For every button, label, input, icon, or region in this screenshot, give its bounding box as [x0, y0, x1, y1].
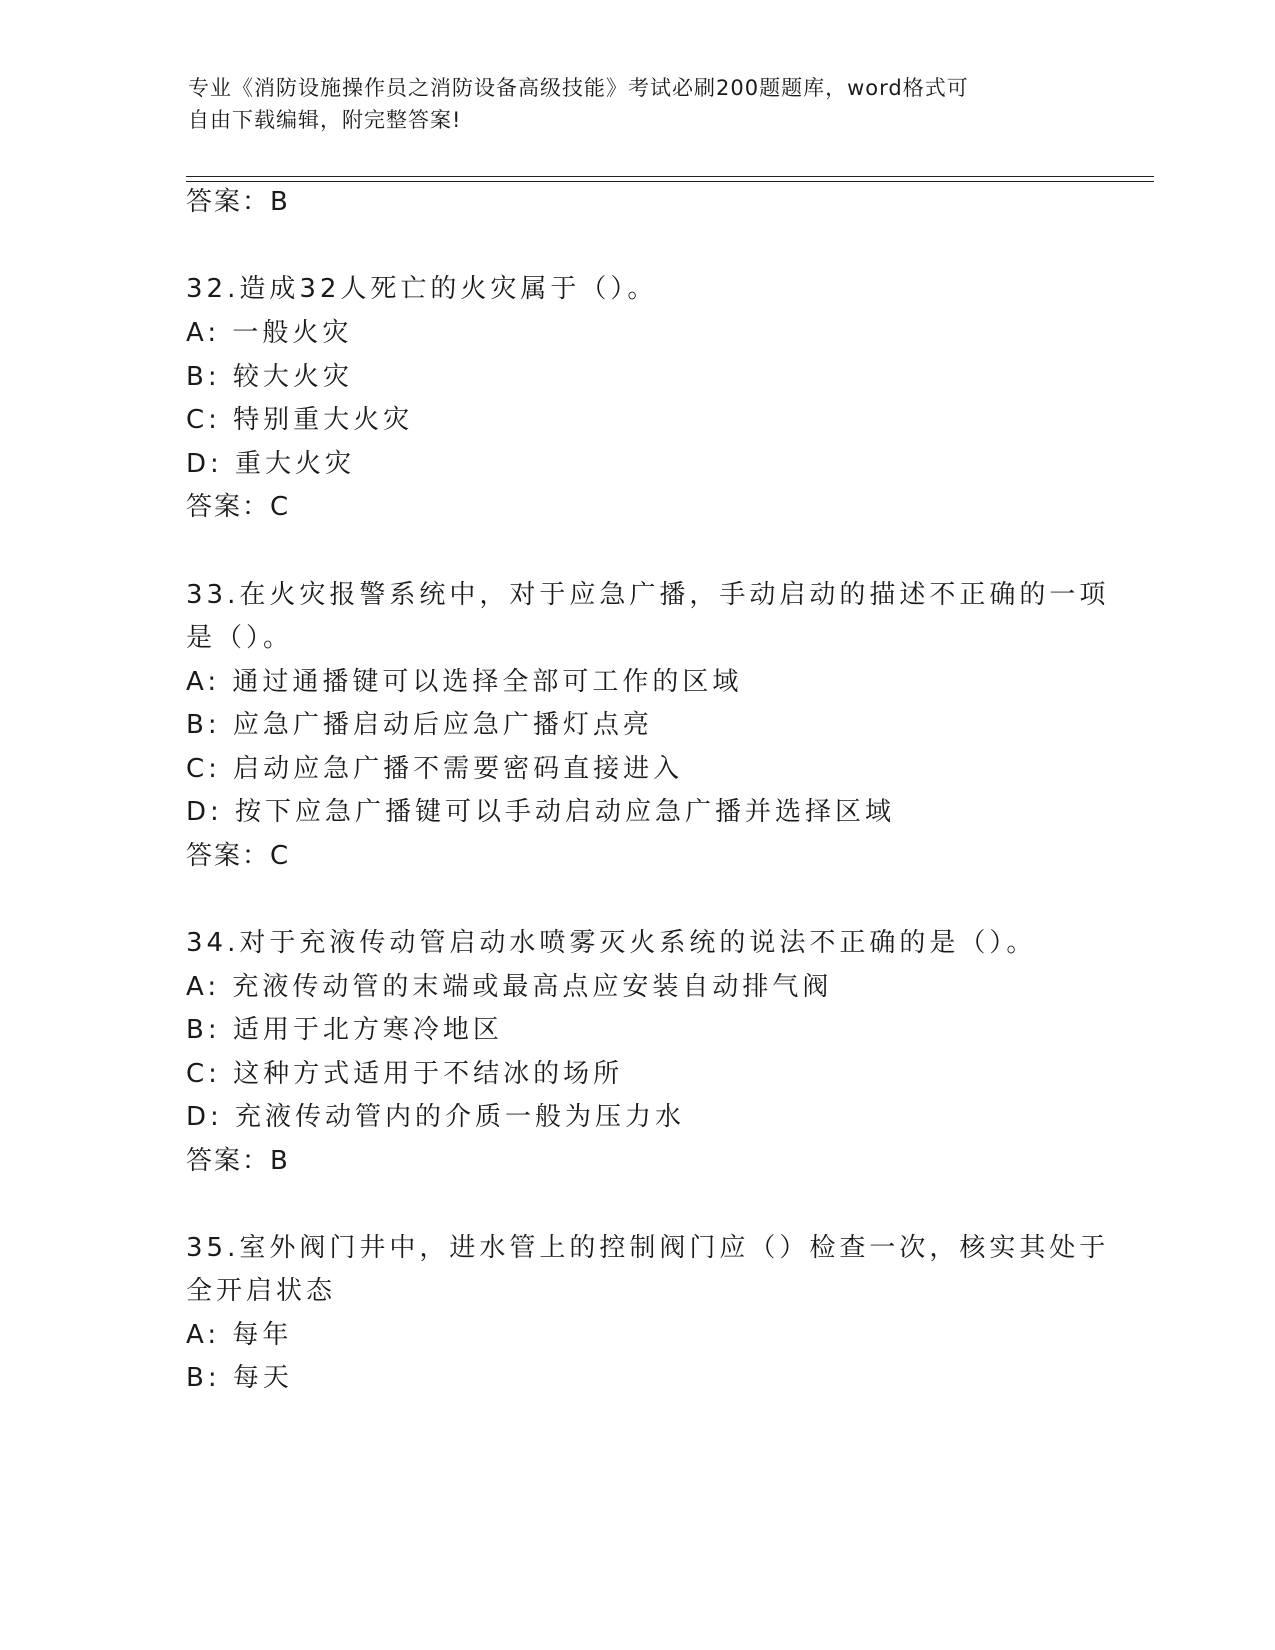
question-33-stem-line-1: 33.在火灾报警系统中，对于应急广播，手动启动的描述不正确的一项 [186, 580, 1110, 610]
question-32-option-a: A: 一般火灾 [186, 318, 353, 348]
question-35-stem-line-1: 35.室外阀门井中，进水管上的控制阀门应（）检查一次，核实其处于 [186, 1233, 1110, 1263]
header-divider-bottom [186, 181, 1154, 182]
answer-previous [186, 185, 288, 219]
question-34-option-c: C: 这种方式适用于不结冰的场所 [186, 1059, 624, 1089]
question-32-option-d: D: 重大火灾 [186, 449, 356, 479]
question-34-answer [186, 1144, 288, 1178]
header-line-2: 自由下载编辑，附完整答案! [188, 108, 462, 132]
header-line-1: 专业《消防设施操作员之消防设备高级技能》考试必刷200题题库，word格式可 [188, 76, 969, 100]
question-35-option-a: A: 每年 [186, 1320, 293, 1350]
question-35-stem-line-2: 全开启状态 [186, 1276, 337, 1306]
question-34-stem: 34.对于充液传动管启动水喷雾灭火系统的说法不正确的是（）。 [186, 928, 1037, 958]
answer-value: B [270, 187, 288, 217]
answer-label: 答案： [186, 841, 271, 871]
question-32-stem: 32.造成32人死亡的火灾属于（）。 [186, 274, 658, 304]
answer-label: 答案： [186, 492, 271, 522]
answer-label: 答案： [186, 1146, 271, 1176]
answer-value: C [270, 492, 289, 522]
question-35-option-b: B: 每天 [186, 1363, 293, 1393]
header-divider-top [186, 176, 1154, 177]
question-33-option-a: A: 通过通播键可以选择全部可工作的区域 [186, 667, 743, 697]
question-34-option-a: A: 充液传动管的末端或最高点应安装自动排气阀 [186, 972, 833, 1002]
question-34-option-d: D: 充液传动管内的介质一般为压力水 [186, 1102, 686, 1132]
question-33-stem-line-2: 是（）。 [186, 623, 294, 653]
question-32-option-b: B: 较大火灾 [186, 362, 353, 392]
question-33-answer [186, 839, 288, 873]
question-33-option-c: C: 启动应急广播不需要密码直接进入 [186, 754, 684, 784]
document-header [188, 72, 1068, 136]
question-32-option-c: C: 特别重大火灾 [186, 405, 414, 435]
question-34-option-b: B: 适用于北方寒冷地区 [186, 1015, 503, 1045]
question-33-option-b: B: 应急广播启动后应急广播灯点亮 [186, 710, 653, 740]
question-32-answer [186, 490, 288, 524]
answer-value: B [270, 1146, 288, 1176]
answer-value: C [270, 841, 289, 871]
answer-label: 答案： [186, 187, 271, 217]
question-33-option-d: D: 按下应急广播键可以手动启动应急广播并选择区域 [186, 797, 896, 827]
